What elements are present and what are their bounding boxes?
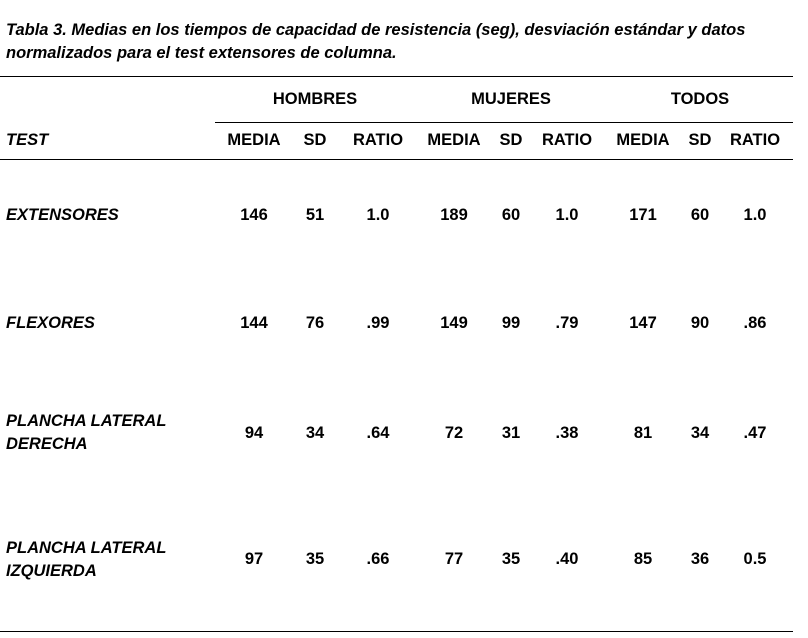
- table-cell: 1.0: [555, 206, 579, 224]
- table-cell: 60: [501, 206, 521, 224]
- row-label-line: DERECHA: [6, 435, 88, 453]
- row-label-line: PLANCHA LATERAL: [6, 539, 167, 557]
- column-header: MEDIA: [616, 131, 670, 149]
- table-cell: 34: [690, 424, 710, 442]
- table-cell: 35: [305, 550, 325, 568]
- caption-line-1: Tabla 3. Medias en los tiempos de capacidad de resistencia (seg), desviación estándar y datos: [6, 21, 746, 39]
- column-header: RATIO: [352, 131, 404, 149]
- row-label-line: PLANCHA LATERAL: [6, 412, 167, 430]
- table-cell: 171: [629, 206, 657, 224]
- table-cell: .66: [366, 550, 390, 568]
- row-label-line: EXTENSORES: [6, 206, 119, 224]
- column-header: RATIO: [541, 131, 593, 149]
- column-header: MEDIA: [227, 131, 281, 149]
- table-cell: 97: [244, 550, 264, 568]
- table-cell: 51: [305, 206, 325, 224]
- column-header: RATIO: [729, 131, 781, 149]
- table-cell: 76: [305, 314, 325, 332]
- table-cell: 94: [244, 424, 264, 442]
- table-cell: 31: [501, 424, 521, 442]
- table-cell: 72: [444, 424, 464, 442]
- table-cell: 1.0: [366, 206, 390, 224]
- table-cell: 35: [501, 550, 521, 568]
- table-cell: 144: [240, 314, 268, 332]
- table-cell: 149: [440, 314, 468, 332]
- column-header: MEDIA: [427, 131, 481, 149]
- top-rule: [0, 76, 793, 77]
- table-cell: .47: [743, 424, 767, 442]
- table-cell: 85: [633, 550, 653, 568]
- table-cell: 90: [690, 314, 710, 332]
- row-label-line: IZQUIERDA: [6, 562, 97, 580]
- table-cell: 34: [305, 424, 325, 442]
- table-cell: 146: [240, 206, 268, 224]
- column-header: SD: [303, 131, 327, 149]
- table-cell: 0.5: [743, 550, 767, 568]
- row-label-line: FLEXORES: [6, 314, 95, 332]
- group-header-mujeres: MUJERES: [471, 90, 551, 108]
- table-cell: 147: [629, 314, 657, 332]
- table-cell: 81: [633, 424, 653, 442]
- table-cell: .79: [555, 314, 579, 332]
- column-header: SD: [499, 131, 523, 149]
- bottom-rule: [0, 631, 793, 632]
- table-cell: 77: [444, 550, 464, 568]
- table-cell: .86: [743, 314, 767, 332]
- test-column-header: TEST: [6, 131, 49, 149]
- column-header: SD: [688, 131, 712, 149]
- table-row-label: [6, 312, 206, 335]
- table-cell: .64: [366, 424, 390, 442]
- table-cell: 36: [690, 550, 710, 568]
- table-cell: 60: [690, 206, 710, 224]
- group-rule: [215, 122, 793, 123]
- header-rule: [0, 159, 793, 160]
- table-cell: .40: [555, 550, 579, 568]
- table-cell: .38: [555, 424, 579, 442]
- table-cell: 189: [440, 206, 468, 224]
- table-row-label: [6, 537, 206, 583]
- table-cell: .99: [366, 314, 390, 332]
- group-header-hombres: HOMBRES: [272, 90, 358, 108]
- caption-line-2: normalizados para el test extensores de columna.: [6, 44, 397, 62]
- table-row-label: [6, 204, 206, 227]
- table-cell: 99: [501, 314, 521, 332]
- table-caption: [6, 19, 796, 65]
- table-cell: 1.0: [743, 206, 767, 224]
- group-header-todos: TODOS: [670, 90, 730, 108]
- table-row-label: [6, 410, 206, 456]
